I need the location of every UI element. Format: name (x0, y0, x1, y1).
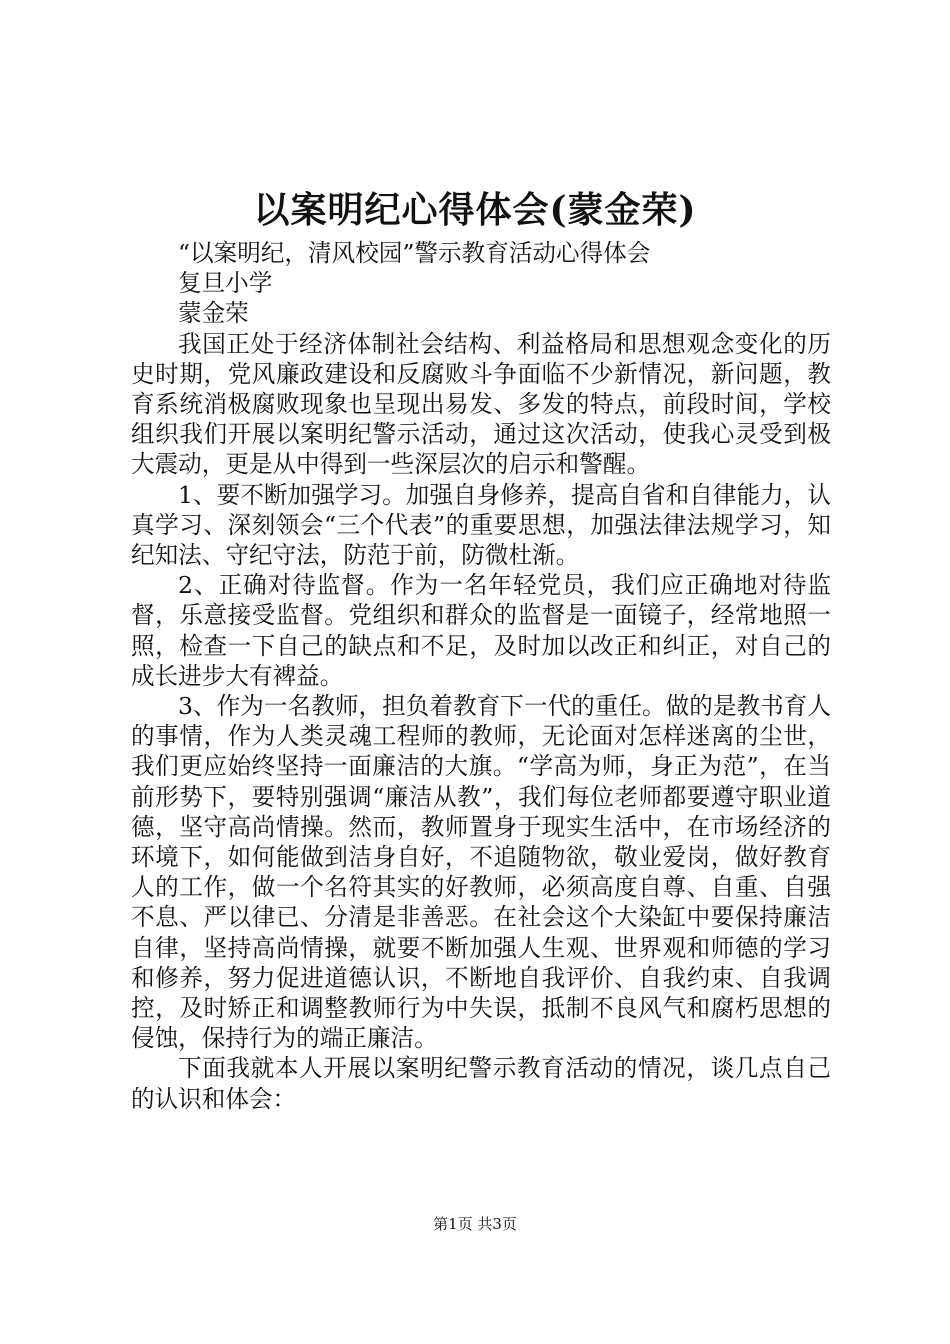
body-paragraph: 下面我就本人开展以案明纪警示教育活动的情况，谈几点自己的认识和体会： (131, 1054, 831, 1113)
body-paragraph: 1、要不断加强学习。加强自身修养，提高自省和自律能力，认真学习、深刻领会“三个代表”的重要思想，加强法律法规学习，知纪知法、守纪守法，防范于前，防微杜渐。 (131, 480, 831, 570)
body-paragraph: 2、正确对待监督。作为一名年轻党员，我们应正确地对待监督，乐意接受监督。党组织和群众的监督是一面镜子，经常地照一照，检查一下自己的缺点和不足，及时加以改正和纠正，对自己的成长进步大有裨益。 (131, 571, 831, 690)
page-footer: 第1页 共3页 (433, 1215, 517, 1233)
subtitle-line: “以案明纪，清风校园”警示教育活动心得体会 (178, 239, 651, 267)
document-body (131, 238, 831, 1114)
body-paragraph: 我国正处于经济体制社会结构、利益格局和思想观念变化的历史时期，党风廉政建设和反腐败斗争面临不少新情况，新问题，教育系统消极腐败现象也呈现出易发、多发的特点，前段时间，学校组织我们开展以案明纪警示活动，通过这次活动，使我心灵受到极大震动，更是从中得到一些深层次的启示和警醒。 (131, 329, 831, 479)
school-name: 复旦小学 (178, 269, 273, 298)
document-title: 以案明纪心得体会(蒙金荣) (253, 189, 697, 231)
author-name: 蒙金荣 (178, 299, 249, 328)
body-paragraph: 3、作为一名教师，担负着教育下一代的重任。做的是教书育人的事情，作为人类灵魂工程师的教师，无论面对怎样迷离的尘世，我们更应始终坚持一面廉洁的大旗。“学高为师，身正为范”，在当前形势下，要特别强调“廉洁从教”，我们每位老师都要遵守职业道德，坚守高尚情操。然而，教师置身于现实生活中，在市场经济的环境下，如何能做到洁身自好，不追随物欲，敬业爱岗，做好教育人的工作，做一个名符其实的好教师，必须高度自尊、自重、自强不息、严以律已、分清是非善恶。在社会这个大染缸中要保持廉洁自律，坚持高尚情操，就要不断加强人生观、世界观和师德的学习和修养，努力促进道德认识，不断地自我评价、自我约束、自我调控，及时矫正和调整教师行为中失误，抵制不良风气和腐朽思想的侵蚀，保持行为的端正廉洁。 (131, 692, 831, 1053)
